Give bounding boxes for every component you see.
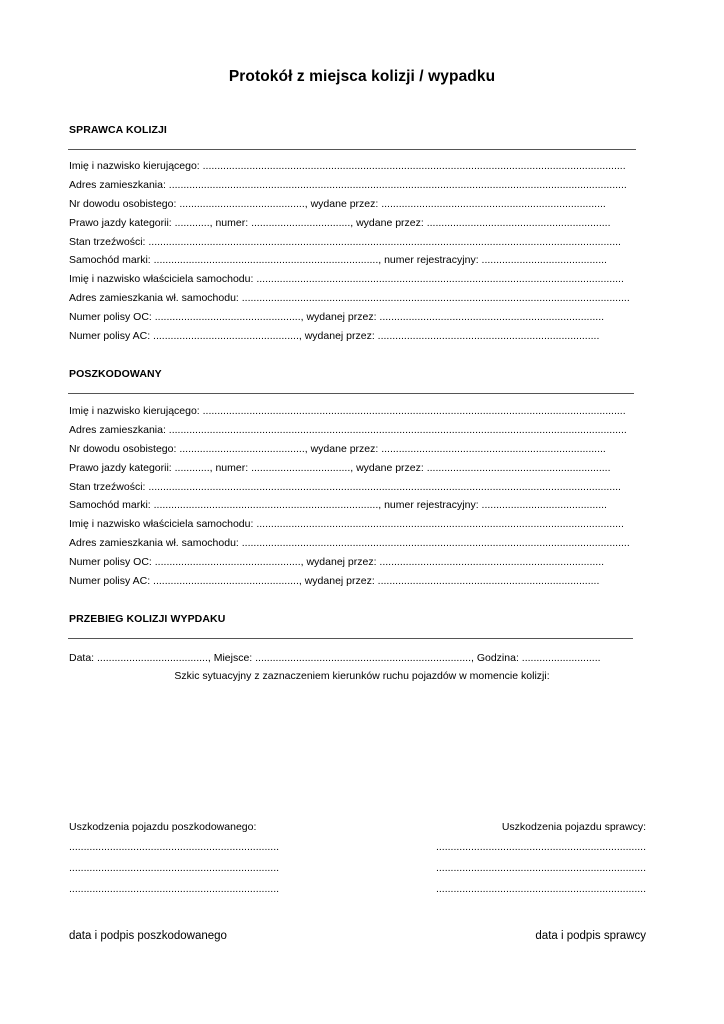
poszkodowany-field-driving-license[interactable]: Prawo jazdy kategorii: ............, numer: .................................., wydane przez: ...............................................................	[69, 461, 611, 474]
poszkodowany-field-driver-name[interactable]: Imię i nazwisko kierującego: .................................................................................................................................................	[69, 405, 626, 417]
sprawca-field-ac-policy[interactable]: Numer polisy AC: .................................................., wydanej przez: ............................................................................	[69, 330, 600, 343]
sprawca-field-owner-address[interactable]: Adres zamieszkania wł. samochodu: .....................................................................................................................................	[69, 292, 630, 305]
sprawca-field-driver-name[interactable]: Imię i nazwisko kierującego: .................................................................................................................................................	[69, 160, 626, 172]
victim-damage-lines	[69, 837, 279, 900]
sprawca-field-driving-license[interactable]: Prawo jazdy kategorii: ............, numer: .................................., wydane przez: ...............................................................	[69, 216, 611, 229]
section-divider-poszkodowany	[68, 393, 634, 394]
perpetrator-damage-lines	[436, 837, 646, 900]
victim-damage-line[interactable]: ........................................................................	[69, 841, 280, 853]
section-heading-sprawca: SPRAWCA KOLIZJI	[69, 124, 167, 136]
victim-damage-line[interactable]: ........................................................................	[69, 862, 280, 874]
poszkodowany-field-owner-name[interactable]: Imię i nazwisko właściciela samochodu: ..............................................................................................................................	[69, 518, 624, 531]
poszkodowany-field-car-make[interactable]: Samochód marki: ............................................................................., numer rejestracyjny: ...........................................	[69, 499, 607, 512]
sprawca-field-car-make[interactable]: Samochód marki: ............................................................................., numer rejestracyjny: ...........................................	[69, 254, 607, 267]
section-heading-przebieg: PRZEBIEG KOLIZJI WYPDAKU	[69, 613, 226, 625]
poszkodowany-field-sobriety[interactable]: Stan trzeźwości: ..................................................................................................................................................................	[69, 480, 621, 493]
poszkodowany-field-oc-policy[interactable]: Numer polisy OC: .................................................., wydanej przez: .............................................................................	[69, 556, 605, 569]
poszkodowany-field-list	[69, 402, 633, 591]
victim-damage-line[interactable]: ........................................................................	[69, 883, 280, 895]
section-heading-poszkodowany: POSZKODOWANY	[69, 368, 162, 380]
perpetrator-damage-line[interactable]: ........................................................................	[435, 841, 646, 853]
sprawca-field-list	[69, 157, 636, 346]
date-place-time-line[interactable]: Data: ......................................, Miejsce: .........................................................................., Godzina: ...........................	[69, 652, 601, 664]
sketch-area[interactable]	[69, 690, 646, 805]
sprawca-field-oc-policy[interactable]: Numer polisy OC: .................................................., wydanej przez: .............................................................................	[69, 311, 605, 324]
poszkodowany-field-address[interactable]: Adres zamieszkania: .............................................................................................................................................................	[69, 423, 627, 436]
sketch-caption: Szkic sytuacyjny z zaznaczeniem kierunków ruchu pojazdów w momencie kolizji:	[174, 670, 550, 682]
victim-damage-label: Uszkodzenia pojazdu poszkodowanego:	[69, 821, 257, 833]
sprawca-field-sobriety[interactable]: Stan trzeźwości: ..................................................................................................................................................................	[69, 235, 621, 248]
poszkodowany-field-ac-policy[interactable]: Numer polisy AC: .................................................., wydanej przez: ............................................................................	[69, 575, 600, 588]
sprawca-field-address[interactable]: Adres zamieszkania: .............................................................................................................................................................	[69, 178, 627, 191]
poszkodowany-field-owner-address[interactable]: Adres zamieszkania wł. samochodu: .....................................................................................................................................	[69, 537, 630, 550]
sprawca-field-owner-name[interactable]: Imię i nazwisko właściciela samochodu: ..............................................................................................................................	[69, 273, 624, 286]
victim-signature-label: data i podpis poszkodowanego	[69, 930, 227, 942]
section-divider-przebieg	[68, 638, 633, 639]
perpetrator-damage-line[interactable]: ........................................................................	[435, 883, 646, 895]
perpetrator-damage-line[interactable]: ........................................................................	[435, 862, 646, 874]
poszkodowany-field-id-card[interactable]: Nr dowodu osobistego: ..........................................., wydane przez: .............................................................................	[69, 442, 606, 455]
perpetrator-damage-label: Uszkodzenia pojazdu sprawcy:	[501, 821, 646, 833]
section-divider-sprawca	[68, 149, 636, 150]
page-title: Protokół z miejsca kolizji / wypadku	[228, 68, 496, 85]
perpetrator-signature-label: data i podpis sprawcy	[535, 930, 646, 942]
sprawca-field-id-card[interactable]: Nr dowodu osobistego: ..........................................., wydane przez: .............................................................................	[69, 197, 606, 210]
